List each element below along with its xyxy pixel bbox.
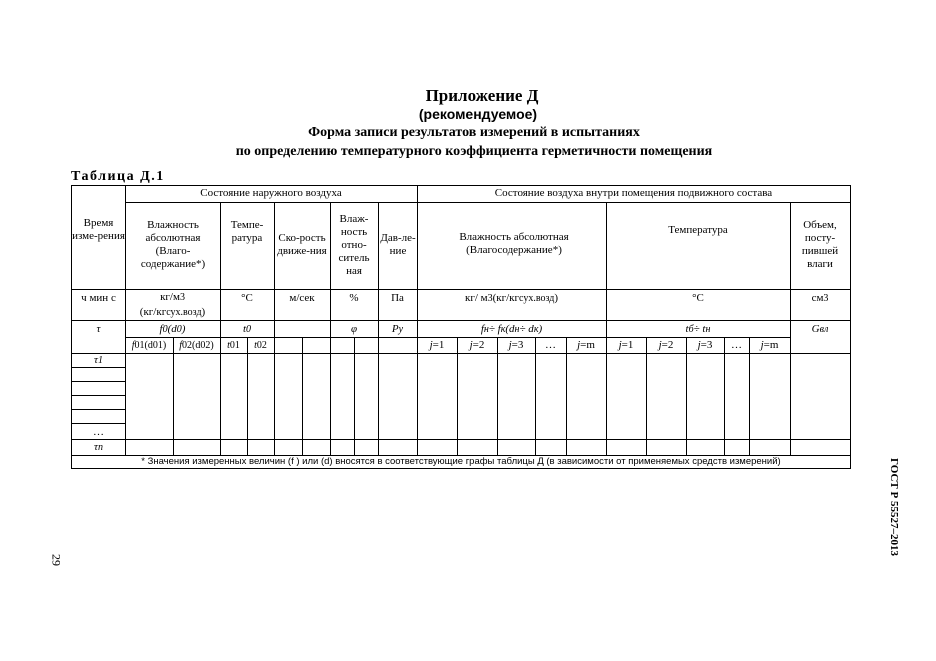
symbol-f0: f 0 (d 0 ) <box>159 322 186 335</box>
group-outside-air: Состояние наружного воздуха <box>200 187 342 199</box>
unit-time: ч мин с <box>81 291 116 304</box>
header-humidity-rel: Влаж-ность отно-ситель ная <box>338 212 370 277</box>
header-inside-humidity: Влажность абсолютная (Влагосодержание*) <box>459 231 569 256</box>
unit-humidity-kgm3: кг/м 3 <box>160 290 185 303</box>
unit-pressure: Па <box>391 291 404 304</box>
row-tau-1: τ 1 <box>94 354 103 366</box>
row-tau-n: τ n <box>94 441 103 453</box>
appendix-status: (рекомендуемое) <box>418 106 538 122</box>
unit-speed: м/сек <box>289 291 315 304</box>
subhead-in-ellipsis: … <box>545 339 556 351</box>
unit-temperature: °C <box>241 291 253 304</box>
subhead-temp-j1: j =1 <box>618 339 634 351</box>
symbol-tau: τ <box>96 322 101 335</box>
subhead-t01: t 01 <box>227 340 240 351</box>
table-label: Таблица Д.1 <box>71 169 165 184</box>
header-moisture-volume: Объем, посту-пившей влаги <box>801 219 839 270</box>
subhead-temp-ellipsis: … <box>731 339 742 351</box>
symbol-t0: t 0 <box>242 322 252 335</box>
header-humidity-abs: Влажность абсолютная (Влаго-содержание*) <box>140 219 206 270</box>
header-pressure: Дав-ле-ние <box>380 232 416 257</box>
symbol-g: G вл <box>811 322 829 335</box>
unit-humidity-kgkg: (кг/кг сух.возд ) <box>139 305 206 318</box>
symbol-p: P у <box>391 322 404 335</box>
unit-volume: см 3 <box>811 291 829 304</box>
subhead-f02: f 02 (d 02 ) <box>179 340 214 351</box>
appendix-title: Приложение Д <box>425 86 539 105</box>
subhead-temp-j2: j =2 <box>658 339 674 351</box>
symbol-tb-tn: t б ÷ t н <box>685 322 711 335</box>
subhead-in-j3: j =3 <box>508 339 524 351</box>
unit-inside-humidity: кг/ м 3 (кг/кг сух.возд ) <box>464 291 559 304</box>
subhead-f01: f 01 (d 01 ) <box>131 340 167 351</box>
gost-side-label: ГОСТ Р 55527–2013 <box>888 458 900 556</box>
group-inside-air: Состояние воздуха внутри помещения подвижного состава <box>494 187 773 199</box>
subhead-in-j1: j =1 <box>429 339 445 351</box>
header-temperature: Темпе-ратура <box>230 219 264 244</box>
header-speed: Ско-рость движе-ния <box>277 232 327 257</box>
unit-inside-temperature: °C <box>692 291 704 304</box>
form-title-line1: Форма записи результатов измерений в испытаниях <box>308 125 640 140</box>
subhead-in-jm: j =m <box>577 339 595 351</box>
form-title-line2: по определению температурного коэффициента герметичности помещения <box>235 144 713 159</box>
subhead-t02: t 02 <box>254 340 267 351</box>
page-number: 29 <box>49 554 64 566</box>
subhead-temp-jm: j =m <box>760 339 779 351</box>
header-time: Время изме-рения <box>72 217 125 242</box>
row-ellipsis: … <box>93 425 104 438</box>
header-inside-temperature: Температура <box>668 223 728 236</box>
table-footnote: * Значения измеренных величин (f ) или (d) вносятся в соответствующие графы таблицы Д (в зависимости от применяемых средств измерений) <box>141 456 781 467</box>
subhead-temp-j3: j =3 <box>697 339 713 351</box>
unit-percent: % <box>349 291 359 304</box>
symbol-phi: φ <box>350 322 358 335</box>
symbol-fn-fk: f н ÷ f к (d н ÷ d к ) <box>480 322 543 335</box>
subhead-in-j2: j =2 <box>469 339 485 351</box>
